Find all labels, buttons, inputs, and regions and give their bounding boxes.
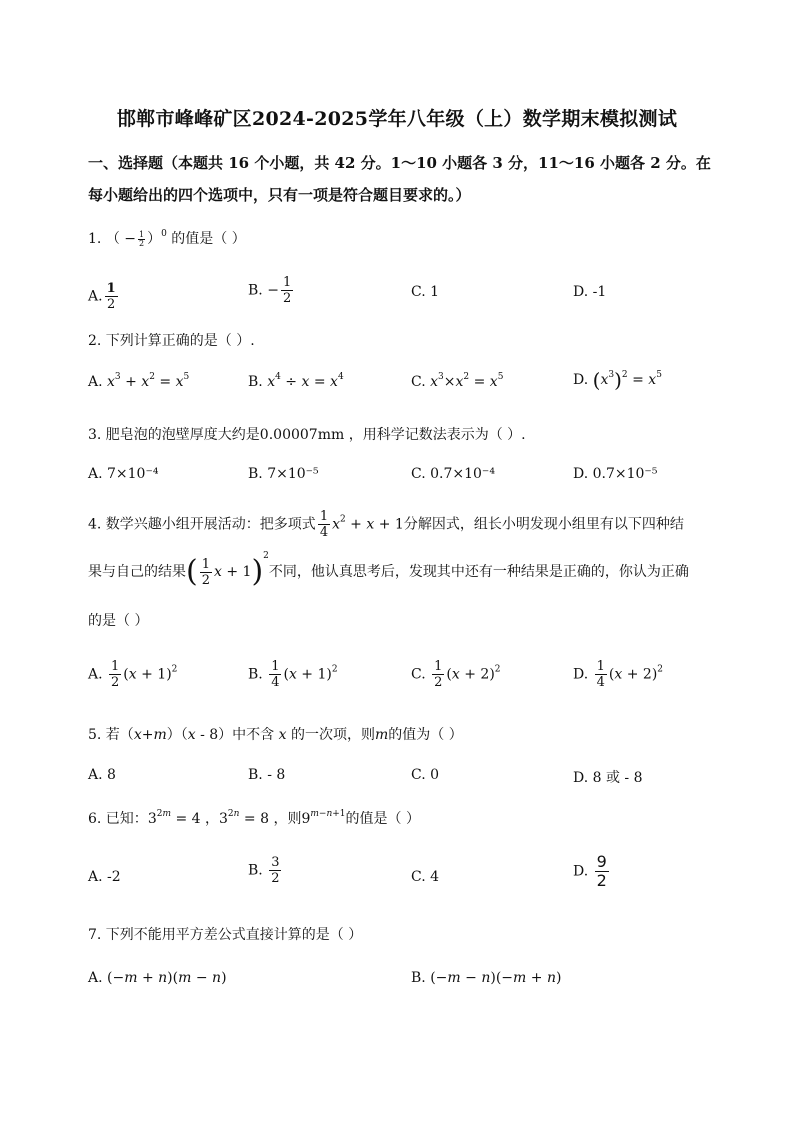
question-2: 2. 下列计算正确的是（ ）. bbox=[88, 333, 255, 349]
question-6: 6. 已知：$3^{2m} = 4$ ，$3^{2n} = 8$ ，则$9^{m-n+1}$的值是（ ） bbox=[88, 809, 420, 827]
page-title: 邯郸市峰峰矿区2024-2025学年八年级（上）数学期末模拟测试 bbox=[116, 108, 678, 130]
q5-option-c[interactable]: C. 0 bbox=[411, 767, 440, 783]
q6-option-d[interactable]: D. $\frac{9}{2}$ bbox=[573, 852, 607, 890]
question-4-line3: 的是（ ） bbox=[88, 613, 149, 629]
q5-option-a[interactable]: A. 8 bbox=[88, 767, 116, 783]
q2-option-b[interactable]: B. $x^4 \div x = x^4$ bbox=[248, 372, 344, 390]
question-7: 7. 下列不能用平方差公式直接计算的是（ ） bbox=[88, 927, 363, 943]
q3-option-d[interactable]: D. 0.7×10⁻⁵ bbox=[573, 466, 658, 482]
q3-option-c[interactable]: C. 0.7×10⁻⁴ bbox=[411, 466, 495, 482]
q2-option-d[interactable]: D. $(x^3)^2 = x^5$ bbox=[573, 368, 662, 392]
q6-option-b[interactable]: B. $\frac{3}{2}$ bbox=[248, 855, 280, 886]
q2-option-a[interactable]: A. $x^3 + x^2 = x^5$ bbox=[88, 372, 190, 390]
q7-option-b[interactable]: B. (−m − n)(−m + n) bbox=[411, 970, 562, 986]
question-3: 3. 肥皂泡的泡壁厚度大约是0.00007mm ，用科学记数法表示为（ ）. bbox=[88, 427, 526, 443]
q4-option-a[interactable]: A. $\frac{1}{2}$ $(x + 1)^2$ bbox=[88, 659, 178, 690]
q1-option-a[interactable]: A. $\frac{1}{2}$ bbox=[88, 281, 116, 312]
q7-option-a[interactable]: A. (−m + n)(m − n) bbox=[88, 970, 227, 986]
question-4-line2: 果与自己的结果( $\frac{1}{2}$ x + 1)$^2$不同，他认真思考后，发现其中还有一种结果是正确的，你认为正确 bbox=[88, 551, 689, 589]
q4-option-c[interactable]: C. $\frac{1}{2}$ $(x + 2)^2$ bbox=[411, 659, 501, 690]
q4-option-b[interactable]: B. $\frac{1}{4}$ $(x + 1)^2$ bbox=[248, 659, 338, 690]
q5-option-b[interactable]: B. - 8 bbox=[248, 767, 286, 783]
q3-option-a[interactable]: A. 7×10⁻⁴ bbox=[88, 466, 159, 482]
question-1: 1. （ − $\frac{1}{2}$ ）$^0$ 的值是（ ） bbox=[88, 229, 246, 248]
q1-option-d[interactable]: D. -1 bbox=[573, 284, 607, 300]
q1-option-b[interactable]: B. − $\frac{1}{2}$ bbox=[248, 275, 292, 306]
section-header-line1: 一、选择题（本题共 16 个小题，共 42 分。1～10 小题各 3 分，11～16 小题各 2 分。在 bbox=[88, 154, 711, 172]
q1-expression: （ − $\frac{1}{2}$ ）$^0$ bbox=[105, 229, 167, 248]
question-5: 5. 若（x+m）（x - 8）中不含 x 的一次项，则m的值为（ ） bbox=[88, 727, 463, 743]
q3-option-b[interactable]: B. 7×10⁻⁵ bbox=[248, 466, 319, 482]
q6-option-a[interactable]: A. -2 bbox=[88, 869, 121, 885]
q1-option-c[interactable]: C. 1 bbox=[411, 284, 440, 300]
q4-option-d[interactable]: D. $\frac{1}{4}$ $(x + 2)^2$ bbox=[573, 659, 664, 690]
section-header-line2: 每小题给出的四个选项中，只有一项是符合题目要求的。） bbox=[88, 186, 471, 204]
q6-option-c[interactable]: C. 4 bbox=[411, 869, 440, 885]
q5-option-d[interactable]: D. 8 或 - 8 bbox=[573, 770, 643, 786]
question-4-line1: 4. 数学兴趣小组开展活动：把多项式 $\frac{1}{4}$ $x^2 + x + 1$分解因式，组长小明发现小组里有以下四种结 bbox=[88, 509, 684, 540]
q2-option-c[interactable]: C. $x^3\times x^2 = x^5$ bbox=[411, 372, 504, 390]
